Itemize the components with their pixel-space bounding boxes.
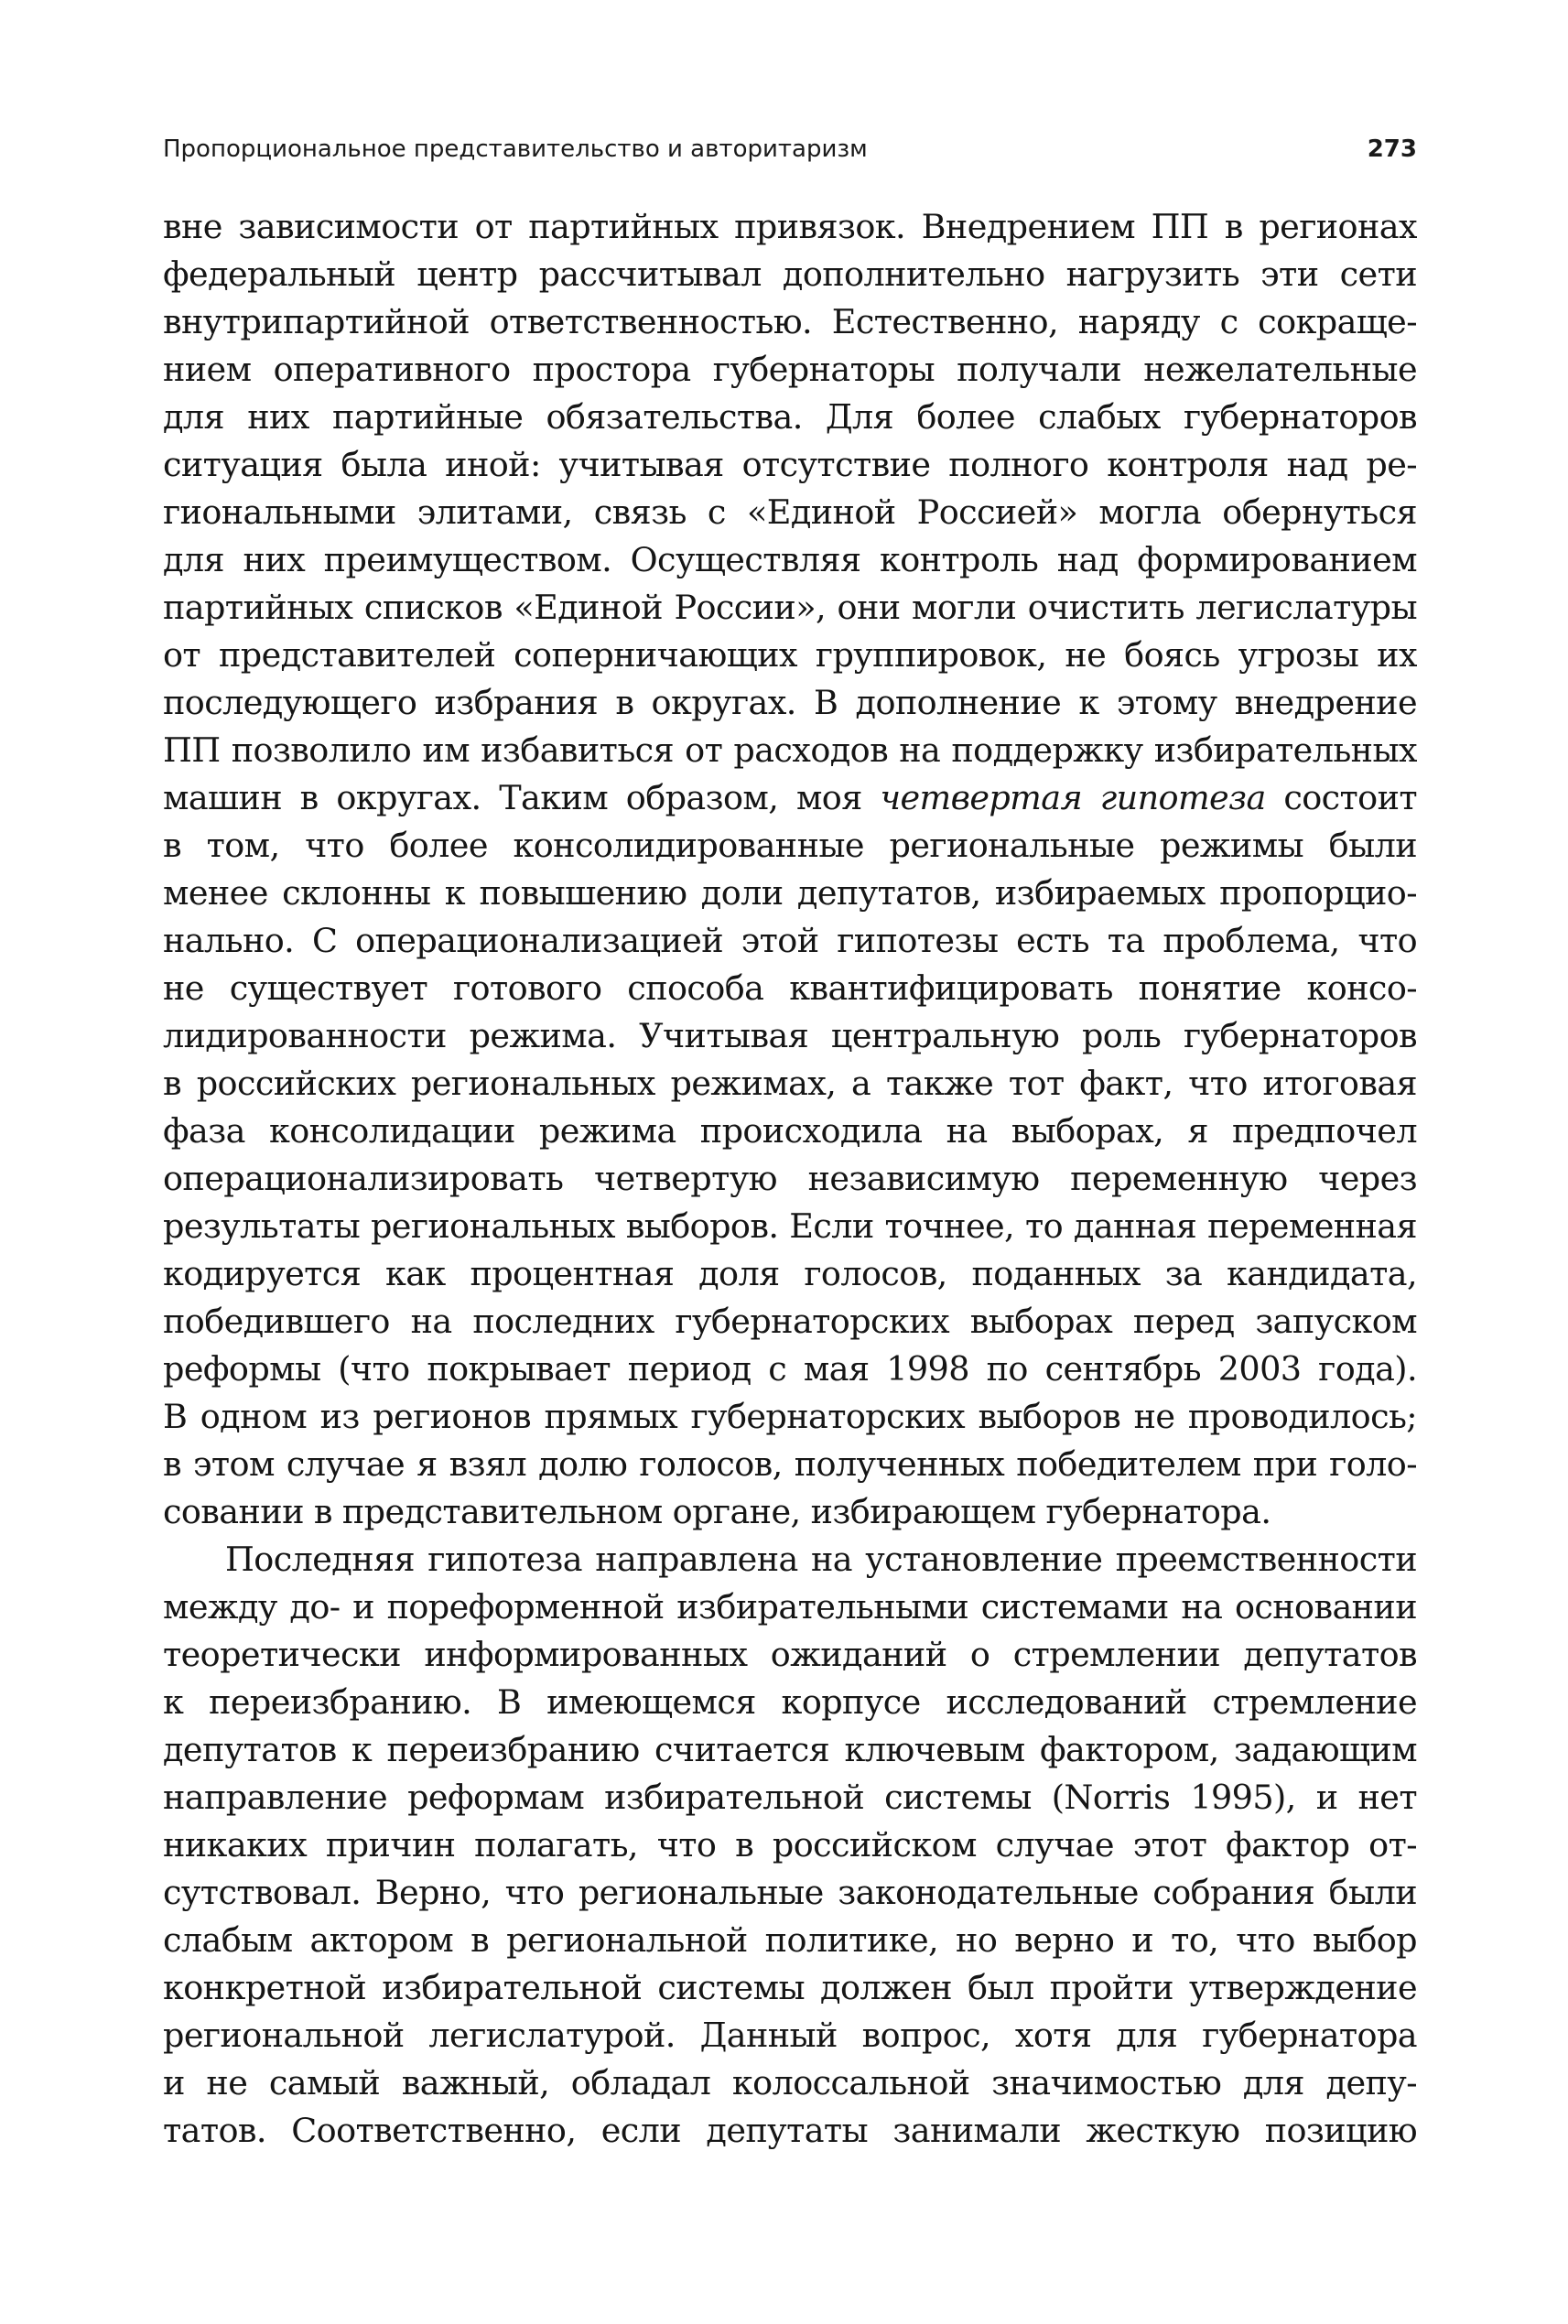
text-segment: ПП позволило им избавиться от расходов на поддержку избирательных [163,730,1417,770]
text-segment: сутствовал. Верно, что региональные законодательные собрания были [163,1873,1417,1912]
text-segment: кодируется как процентная доля голосов, поданных за кандидата, [163,1254,1417,1293]
text-line [163,346,1417,394]
page-number: 273 [1367,135,1417,163]
text-segment: менее склонны к повышению доли депутатов, избираемых пропорцио- [163,873,1417,913]
text-segment: Последняя гипотеза направлена на установление преемственности [225,1540,1417,1579]
text-line [163,1536,1417,1584]
text-segment: победившего на последних губернаторских выборах перед запуском [163,1302,1417,1341]
text-segment: для них преимуществом. Осуществляя контроль над формированием [163,540,1417,579]
paragraph [163,1536,1417,2155]
text-segment: ситуация была иной: учитывая отсутствие полного контроля над ре- [163,445,1417,484]
text-segment: нально. С операционализацией этой гипотезы есть та проблема, что [163,921,1417,960]
text-segment: В одном из регионов прямых губернаторских выборов не проводилось; [163,1397,1417,1436]
text-line [163,965,1417,1012]
text-segment: вне зависимости от партийных привязок. Внедрением ПП в регионах [163,207,1417,246]
text-segment: реформы (что покрывает период с мая 1998 по сентябрь 2003 года). [163,1349,1417,1389]
text-segment: фаза консолидации режима происходила на выборах, я предпочел [163,1111,1417,1151]
text-segment: региональной легислатурой. Данный вопрос, хотя для губернатора [163,2016,1417,2055]
text-segment: операционализировать четвертую независимую переменную через [163,1159,1417,1198]
text-line [163,251,1417,298]
text-segment: результаты региональных выборов. Если точнее, то данная переменная [163,1206,1417,1246]
text-line [163,1964,1417,2012]
text-line [163,1488,1417,1536]
text-segment: гиональными элитами, связь с «Единой Россией» могла обернуться [163,492,1417,532]
text-line [163,632,1417,679]
text-segment: состоит [1265,778,1417,817]
text-segment: последующего избрания в округах. В дополнение к этому внедрение [163,683,1417,722]
text-line [163,1346,1417,1393]
text-line [163,1584,1417,1631]
text-segment: в том, что более консолидированные региональные режимы были [163,826,1417,865]
text-line [163,1679,1417,1726]
text-segment: в этом случае я взял долю голосов, полученных победителем при голо- [163,1444,1417,1484]
text-line [163,2059,1417,2107]
text-line [163,1821,1417,1869]
text-line [163,1298,1417,1346]
text-segment: внутрипартийной ответственностью. Естественно, наряду с сокраще- [163,302,1417,341]
text-segment: направление реформам избирательной системы (Norris 1995), и нет [163,1778,1417,1817]
text-line [163,394,1417,441]
text-segment: и не самый важный, обладал колоссальной значимостью для депу- [163,2063,1417,2102]
text-line [163,489,1417,536]
text-segment: в российских региональных режимах, а также тот факт, что итоговая [163,1064,1417,1103]
text-line [163,1917,1417,1964]
running-head [163,135,1417,172]
text-segment: нием оперативного простора губернаторы получали нежелательные [163,350,1417,389]
text-line [163,870,1417,917]
text-line [163,203,1417,251]
text-segment: партийных списков «Единой России», они могли очистить легислатуры [163,588,1417,627]
text-segment: машин в округах. Таким образом, моя [163,778,881,817]
paragraph [163,203,1417,1536]
running-title: Пропорциональное представительство и авторитаризм [163,135,868,163]
text-segment: лидированности режима. Учитывая центральную роль губернаторов [163,1016,1417,1055]
text-line [163,774,1417,822]
text-segment: между до- и пореформенной избирательными системами на основании [163,1587,1417,1627]
text-line [163,1774,1417,1821]
text-line [163,1250,1417,1298]
text-segment: не существует готового способа квантифицировать понятие консо- [163,968,1417,1008]
text-segment: татов. Соответственно, если депутаты занимали жесткую позицию [163,2111,1417,2150]
text-segment: к переизбранию. В имеющемся корпусе исследований стремление [163,1682,1417,1722]
text-line [163,1060,1417,1108]
italic-term: четвертая гипотеза [880,778,1266,817]
text-line [163,679,1417,727]
text-segment: конкретной избирательной системы должен был пройти утверждение [163,1968,1417,2007]
text-segment: депутатов к переизбранию считается ключевым фактором, задающим [163,1730,1417,1769]
text-segment: от представителей соперничающих группировок, не боясь угрозы их [163,635,1417,675]
text-segment: никаких причин полагать, что в российском случае этот фактор от- [163,1825,1417,1865]
text-segment: теоретически информированных ожиданий о стремлении депутатов [163,1635,1417,1674]
text-line [163,536,1417,584]
text-line [163,822,1417,870]
text-line [163,917,1417,965]
text-line [163,2107,1417,2155]
text-line [163,1155,1417,1203]
text-line [163,1726,1417,1774]
text-line [163,1203,1417,1250]
text-line [163,441,1417,489]
text-line [163,1441,1417,1488]
text-line [163,1012,1417,1060]
text-segment: совании в представительном органе, избирающем губернатора. [163,1492,1271,1531]
text-line [163,1869,1417,1917]
text-segment: для них партийные обязательства. Для более слабых губернаторов [163,397,1417,437]
text-line [163,2012,1417,2059]
text-line [163,727,1417,774]
text-line [163,1631,1417,1679]
text-segment: федеральный центр рассчитывал дополнительно нагрузить эти сети [163,254,1417,294]
body-text [163,203,1417,2155]
text-line [163,298,1417,346]
text-segment: слабым актором в региональной политике, но верно и то, что выбор [163,1920,1417,1960]
text-line [163,584,1417,632]
text-line [163,1393,1417,1441]
text-line [163,1108,1417,1155]
